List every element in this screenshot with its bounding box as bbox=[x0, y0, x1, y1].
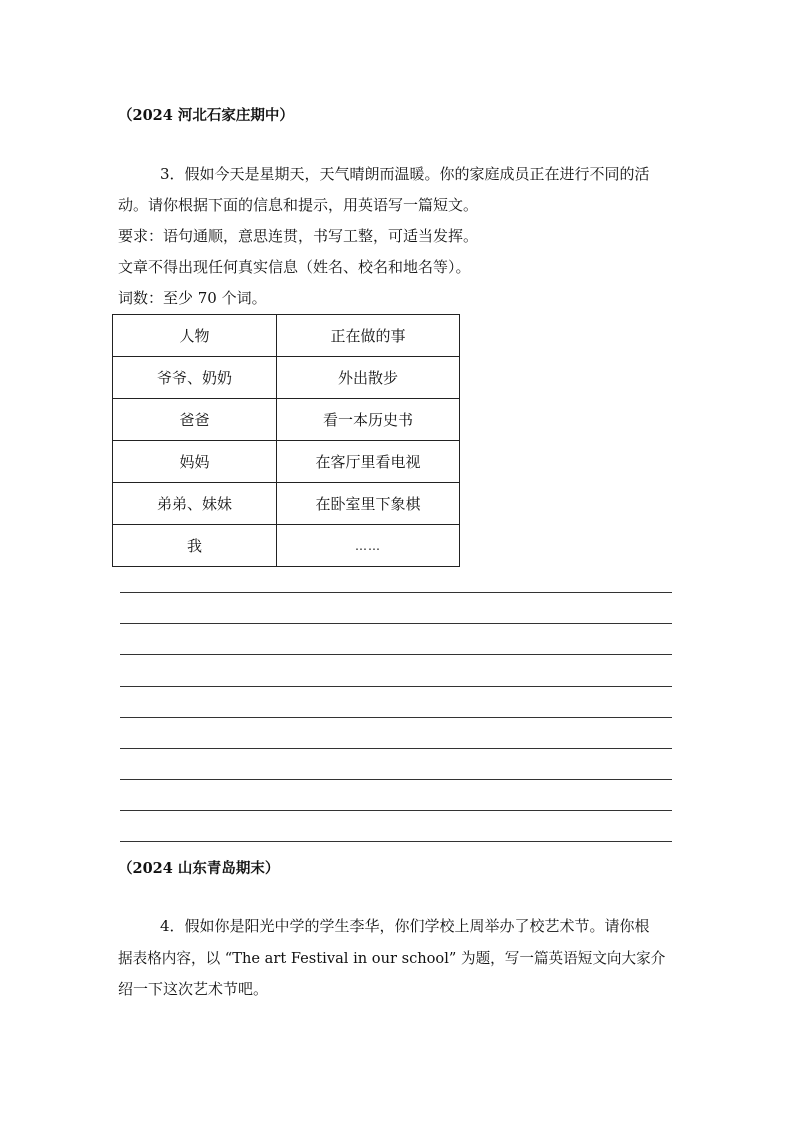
writing-line bbox=[120, 841, 672, 842]
cell-activity: 外出散步 bbox=[277, 357, 460, 399]
question-3-line-2: 动。请你根据下面的信息和提示，用英语写一篇短文。 bbox=[118, 196, 479, 214]
table-row bbox=[113, 441, 460, 483]
cell-person: 爷爷、奶奶 bbox=[113, 357, 277, 399]
writing-line bbox=[120, 810, 672, 811]
cell-person: 妈妈 bbox=[113, 441, 277, 483]
question-3-line-1: 3．假如今天是星期天，天气晴朗而温暖。你的家庭成员正在进行不同的活 bbox=[160, 165, 650, 183]
question-3-requirements: 要求：语句通顺，意思连贯，书写工整，可适当发挥。 bbox=[118, 227, 479, 245]
writing-line bbox=[120, 717, 672, 718]
writing-line bbox=[120, 748, 672, 749]
writing-line bbox=[120, 592, 672, 593]
table-row bbox=[113, 483, 460, 525]
writing-line bbox=[120, 654, 672, 655]
cell-person: 弟弟、妹妹 bbox=[113, 483, 277, 525]
cell-activity: 在卧室里下象棋 bbox=[277, 483, 460, 525]
cell-person: 爸爸 bbox=[113, 399, 277, 441]
header-person: 人物 bbox=[113, 315, 277, 357]
header-activity: 正在做的事 bbox=[277, 315, 460, 357]
cell-person: 我 bbox=[113, 525, 277, 567]
question-4-line-2: 据表格内容，以 “The art Festival in our school” 为题，写一篇英语短文向大家介 bbox=[118, 950, 666, 967]
cell-activity: …… bbox=[277, 525, 460, 567]
table-row bbox=[113, 525, 460, 567]
question-3-restriction: 文章不得出现任何真实信息（姓名、校名和地名等）。 bbox=[118, 258, 471, 276]
writing-line bbox=[120, 623, 672, 624]
cell-activity: 看一本历史书 bbox=[277, 399, 460, 441]
table-header-row bbox=[113, 315, 460, 357]
question-4-line-3: 绍一下这次艺术节吧。 bbox=[118, 980, 269, 998]
writing-line bbox=[120, 686, 672, 687]
table-row bbox=[113, 399, 460, 441]
source-heading-2: （2024 山东青岛期末） bbox=[118, 860, 280, 877]
activity-table bbox=[112, 314, 460, 567]
writing-line bbox=[120, 779, 672, 780]
cell-activity: 在客厅里看电视 bbox=[277, 441, 460, 483]
question-3-word-count: 词数：至少 70 个词。 bbox=[118, 289, 267, 307]
question-4-line-1: 4．假如你是阳光中学的学生李华，你们学校上周举办了校艺术节。请你根 bbox=[160, 917, 650, 935]
source-heading-1: （2024 河北石家庄期中） bbox=[118, 107, 294, 124]
table-row bbox=[113, 357, 460, 399]
